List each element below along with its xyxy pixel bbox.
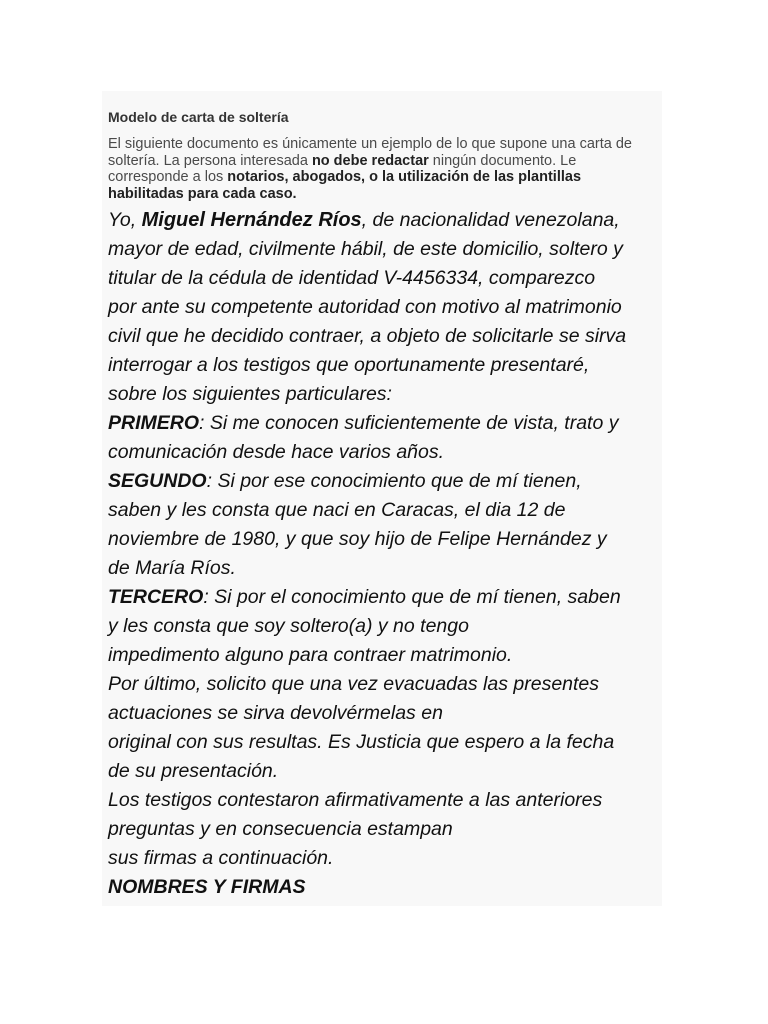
letter-line: de María Ríos. bbox=[108, 557, 236, 579]
signatures-heading bbox=[108, 873, 664, 902]
line1-rest: , de nacionalidad venezolana, bbox=[361, 209, 620, 231]
tercero-text: : Si por el conocimiento que de mí tienen, saben bbox=[203, 586, 621, 608]
segundo-label: SEGUNDO bbox=[108, 470, 207, 492]
letter-line: noviembre de 1980, y que soy hijo de Felipe Hernández y bbox=[108, 528, 607, 550]
intro-bold-3: habilitadas para cada caso. bbox=[108, 185, 297, 202]
letter-line: Los testigos contestaron afirmativamente a las anteriores bbox=[108, 789, 603, 811]
segundo-line bbox=[108, 467, 664, 496]
signatures-label: NOMBRES Y FIRMAS bbox=[108, 876, 306, 898]
letter-line: sobre los siguientes particulares: bbox=[108, 383, 392, 405]
letter-line: interrogar a los testigos que oportunamente presentaré, bbox=[108, 354, 590, 376]
letter-line bbox=[108, 206, 664, 235]
letter-line: Por último, solicito que una vez evacuadas las presentes bbox=[108, 673, 600, 695]
intro-text-1: El siguiente documento es únicamente un ejemplo de lo que supone una carta de bbox=[108, 136, 632, 152]
letter-line: por ante su competente autoridad con motivo al matrimonio bbox=[108, 296, 622, 318]
letter-line: sus firmas a continuación. bbox=[108, 847, 334, 869]
letter-line: civil que he decidido contraer, a objeto de solicitarle se sirva bbox=[108, 325, 627, 347]
primero-text: : Si me conocen suficientemente de vista, trato y bbox=[199, 412, 619, 434]
letter-line: mayor de edad, civilmente hábil, de este domicilio, soltero y bbox=[108, 238, 623, 260]
letter-line: de su presentación. bbox=[108, 760, 279, 782]
intro-bold-1: no debe redactar bbox=[311, 152, 429, 169]
letter-line: titular de la cédula de identidad V-4456334, comparezco bbox=[108, 267, 596, 289]
intro-text-3: ningún documento. Le bbox=[428, 152, 577, 169]
yo-prefix: Yo, bbox=[108, 209, 142, 231]
letter-line: actuaciones se sirva devolvérmelas en bbox=[108, 702, 443, 724]
tercero-line bbox=[108, 583, 664, 612]
letter-line: comunicación desde hace varios años. bbox=[108, 441, 445, 463]
intro-paragraph bbox=[108, 136, 660, 202]
letter-line: preguntas y en consecuencia estampan bbox=[108, 818, 453, 840]
letter-line: saben y les consta que naci en Caracas, el dia 12 de bbox=[108, 499, 566, 521]
segundo-text: : Si por ese conocimiento que de mí tienen, bbox=[206, 470, 582, 492]
letter-line: original con sus resultas. Es Justicia que espero a la fecha bbox=[108, 731, 615, 753]
letter-line: y les consta que soy soltero(a) y no tengo bbox=[108, 615, 469, 637]
primero-label: PRIMERO bbox=[108, 412, 200, 434]
document-panel bbox=[102, 91, 662, 906]
document-heading: Modelo de carta de soltería bbox=[108, 109, 289, 125]
letter-line: impedimento alguno para contraer matrimonio. bbox=[108, 644, 513, 666]
intro-bold-2: notarios, abogados, o la utilización de las plantillas bbox=[227, 169, 582, 185]
primero-line bbox=[108, 409, 664, 438]
letter-body bbox=[108, 206, 664, 902]
applicant-name: Miguel Hernández Ríos bbox=[141, 209, 362, 231]
tercero-label: TERCERO bbox=[108, 586, 204, 608]
intro-text-2: soltería. La persona interesada bbox=[108, 152, 312, 169]
intro-text-4: corresponde a los bbox=[108, 169, 228, 185]
